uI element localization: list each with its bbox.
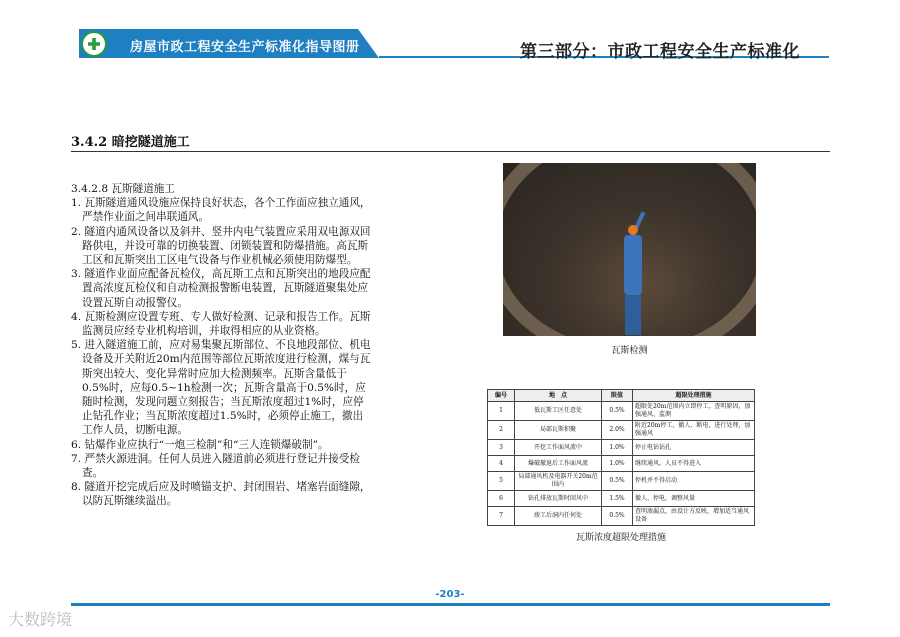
table-cell: 1.0% xyxy=(602,440,633,456)
table-cell: 6 xyxy=(488,491,515,507)
list-item: 4. 瓦斯检测应设置专班、专人做好检测、记录和报告工作。瓦斯监测员应经专业机构培训，并取得相应的从业资格。 xyxy=(71,310,371,338)
table-row xyxy=(488,421,755,440)
table-row xyxy=(488,440,755,456)
list-item: 8. 隧道开挖完成后应及时喷锚支护、封闭围岩、堵塞岩面缝隙，以防瓦斯继续溢出。 xyxy=(71,481,371,508)
table-row xyxy=(488,402,755,421)
table-row xyxy=(488,472,755,491)
table-cell: 0.5% xyxy=(602,472,633,491)
table-cell: 撤人、停电，调整风量 xyxy=(633,491,755,507)
list-item: 1. 瓦斯隧道通风设施应保持良好状态，各个工作面应独立通风，严禁作业面之间串联通风。 xyxy=(71,197,371,224)
table-cell: 0.5% xyxy=(602,507,633,526)
column-header: 超限处理措施 xyxy=(633,390,755,402)
table-row xyxy=(488,507,755,526)
safety-cross-logo-icon xyxy=(81,31,107,57)
subsection-title: 3.4.2.8 瓦斯隧道施工 xyxy=(71,183,175,195)
table-cell: 停机并不得启动 xyxy=(633,472,755,491)
page-number: -203- xyxy=(435,589,465,600)
column-header: 限值 xyxy=(602,390,633,402)
table-cell: 竣工后洞内任何处 xyxy=(515,507,602,526)
table-caption: 瓦斯浓度超限处理措施 xyxy=(575,533,666,543)
table-cell: 查明渗漏点，由设计方反映，增加适当通风设备 xyxy=(633,507,755,526)
table-cell: 局部瓦斯积聚 xyxy=(515,421,602,440)
table-cell: 3 xyxy=(488,440,515,456)
table-cell: 超限处20m范围内立即停工，查明原因，加强通风、监测 xyxy=(633,402,755,421)
book-title: 房屋市政工程安全生产标准化指导图册 xyxy=(130,40,360,55)
body-text xyxy=(71,182,371,509)
table-cell: 1.0% xyxy=(602,456,633,472)
column-header: 编号 xyxy=(488,390,515,402)
list-item: 7. 严禁火源进洞。任何人员进入隧道前必须进行登记并接受检查。 xyxy=(71,452,360,480)
part-title: 第三部分：市政工程安全生产标准化 xyxy=(520,42,800,62)
table-cell: 2 xyxy=(488,421,515,440)
column-header: 地 点 xyxy=(515,390,602,402)
table-cell: 局部通风机及电器开关20m范围内 xyxy=(515,472,602,491)
table-cell: 4 xyxy=(488,456,515,472)
table-cell: 停止电钻钻孔 xyxy=(633,440,755,456)
table-cell: 低瓦斯工区任意处 xyxy=(515,402,602,421)
list-item: 6. 钻爆作业应执行“一炮三检制”和“三人连锁爆破制”。 xyxy=(71,438,329,451)
table-header-row xyxy=(488,390,755,402)
list-item: 3. 隧道作业面应配备瓦检仪，高瓦斯工点和瓦斯突出的地段应配置高浓度瓦检仪和自动检测报警断电装置，瓦斯隧道聚集处应设置瓦斯自动报警仪。 xyxy=(71,268,371,309)
table-cell: 钻孔排放瓦斯时回风中 xyxy=(515,491,602,507)
photo-caption: 瓦斯检测 xyxy=(611,346,648,356)
table-cell: 附近20m停工，撤人、断电，进行处理，加强通风 xyxy=(633,421,755,440)
table-cell: 2.0% xyxy=(602,421,633,440)
table-cell: 5 xyxy=(488,472,515,491)
gas-detection-photo xyxy=(503,163,756,336)
table-row xyxy=(488,491,755,507)
watermark: 大数跨境 xyxy=(8,610,73,629)
table-cell: 继续通风，人员不得进入 xyxy=(633,456,755,472)
table-cell: 7 xyxy=(488,507,515,526)
table-cell: 0.5% xyxy=(602,402,633,421)
gas-limit-table xyxy=(487,389,755,526)
table-cell: 开挖工作面风流中 xyxy=(515,440,602,456)
table-cell: 1.5% xyxy=(602,491,633,507)
table-row xyxy=(488,456,755,472)
footer-divider xyxy=(71,603,830,606)
table-cell: 爆破撤退后工作面风流 xyxy=(515,456,602,472)
list-item: 2. 隧道内通风设备以及斜井、竖井内电气装置应采用双电源双回路供电，并设可靠的切换装置、闭锁装置和防爆措施。高瓦斯工区和瓦斯突出工区电气设备与作业机械必须使用防爆型。 xyxy=(71,225,371,267)
list-item: 5. 进入隧道施工前，应对易集聚瓦斯部位、不良地段部位、机电设备及开关附近20m内范围等部位瓦斯浓度进行检测，煤与瓦斯突出较大、变化异常时应加大检测频率。瓦斯含量低于0.5%时，应每0.5~1h检测一次；瓦斯含量高于0.5%时，应随时检测，发现问题立刻报告；当瓦斯浓度超过1%时，应停止钻孔作业；当瓦斯浓度超过1.5%时，必须停止施工，撤出工作人员，切断电源。 xyxy=(71,339,371,437)
section-title: 3.4.2 暗挖隧道施工 xyxy=(71,135,190,150)
section-divider xyxy=(71,151,830,152)
table-cell: 1 xyxy=(488,402,515,421)
